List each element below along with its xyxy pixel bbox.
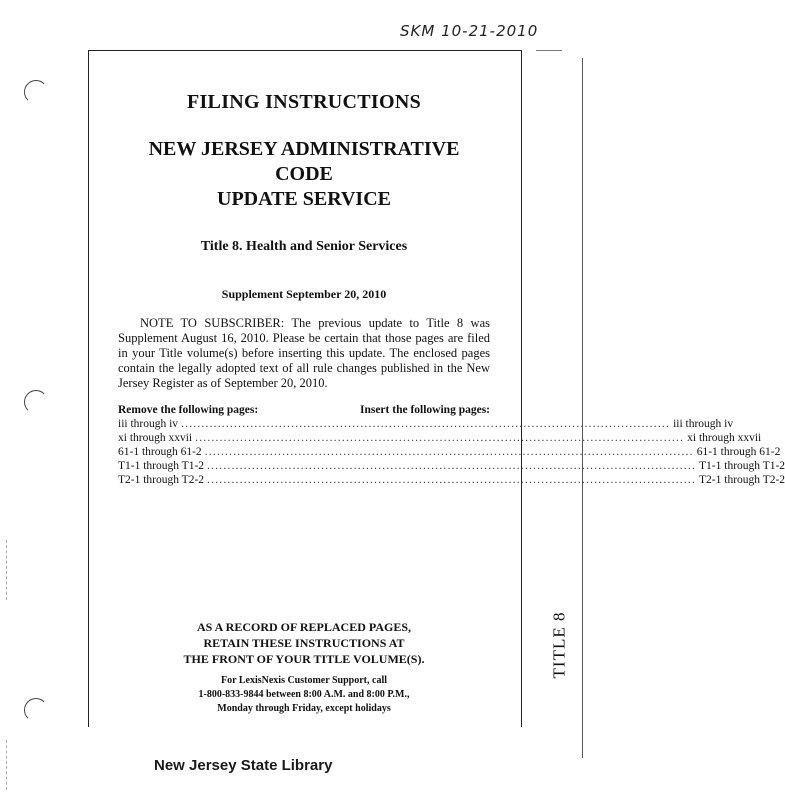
remove-pages: iii through iv: [118, 418, 179, 430]
right-edge-rule: [582, 58, 583, 758]
record-line: RETAIN THESE INSTRUCTIONS AT: [203, 636, 405, 650]
insert-pages: T2-1 through T2-2: [699, 474, 785, 486]
support-line: 1-800-833-9844 between 8:00 A.M. and 8:00 P.M.,: [198, 689, 410, 700]
tab-divider-line: [536, 50, 562, 51]
table-row: [118, 459, 785, 473]
page-title: FILING INSTRUCTIONS: [186, 91, 422, 113]
subscriber-note: NOTE TO SUBSCRIBER: The previous update to Title 8 was Supplement August 16, 2010. Please be certain that those pages are filed in your Title volume(s) before inserting this update. The enclosed pages contain the legally adopted text of all rule changes published in the New Jersey Register as of September 20, 2010.: [118, 316, 490, 390]
code-title-line: NEW JERSEY ADMINISTRATIVE CODE: [148, 138, 460, 185]
margin-artifact-line: [6, 540, 7, 600]
insert-pages: xi through xxvii: [687, 432, 762, 444]
leader-dots: ........................................................................................................................: [195, 432, 685, 444]
insert-header: Insert the following pages:: [359, 404, 490, 416]
page-replacement-table: [118, 403, 785, 487]
leader-dots: ........................................................................................................................: [207, 460, 697, 472]
customer-support-info: [118, 674, 490, 716]
table-header: [118, 403, 490, 417]
title-subject: Title 8. Health and Senior Services: [200, 239, 408, 254]
instruction-content: [118, 50, 785, 487]
record-line: THE FRONT OF YOUR TITLE VOLUME(S).: [183, 652, 425, 666]
record-instructions: [118, 619, 490, 667]
leader-dots: ........................................................................................................................: [207, 474, 697, 486]
leader-dots: ........................................................................................................................: [181, 418, 671, 430]
remove-pages: 61-1 through 61-2: [118, 446, 202, 458]
table-row: [118, 431, 762, 445]
remove-pages: T2-1 through T2-2: [118, 474, 205, 486]
code-title: [118, 137, 490, 212]
code-title-line: UPDATE SERVICE: [217, 188, 391, 210]
handwritten-annotation: SKM 10-21-2010: [400, 22, 539, 40]
punch-hole-mark: [24, 698, 48, 722]
remove-pages: xi through xxvii: [118, 432, 193, 444]
punch-hole-mark: [24, 390, 48, 414]
insert-pages: iii through iv: [673, 418, 734, 430]
supplement-date: Supplement September 20, 2010: [221, 287, 387, 301]
remove-header: Remove the following pages:: [118, 404, 259, 416]
punch-hole-mark: [24, 80, 48, 104]
table-row: [118, 473, 785, 487]
table-row: [118, 445, 781, 459]
support-line: Monday through Friday, except holidays: [217, 703, 391, 714]
insert-pages: T1-1 through T1-2: [699, 460, 785, 472]
table-row: [118, 417, 734, 431]
leader-dots: ........................................................................................................................: [204, 446, 694, 458]
spine-tab-label: TITLE 8: [549, 611, 569, 679]
library-stamp: New Jersey State Library: [154, 757, 333, 774]
record-line: AS A RECORD OF REPLACED PAGES,: [196, 620, 412, 634]
insert-pages: 61-1 through 61-2: [696, 446, 781, 458]
support-line: For LexisNexis Customer Support, call: [220, 675, 387, 686]
margin-artifact-line: [6, 740, 7, 790]
spine-tab: [536, 590, 582, 700]
remove-pages: T1-1 through T1-2: [118, 460, 205, 472]
